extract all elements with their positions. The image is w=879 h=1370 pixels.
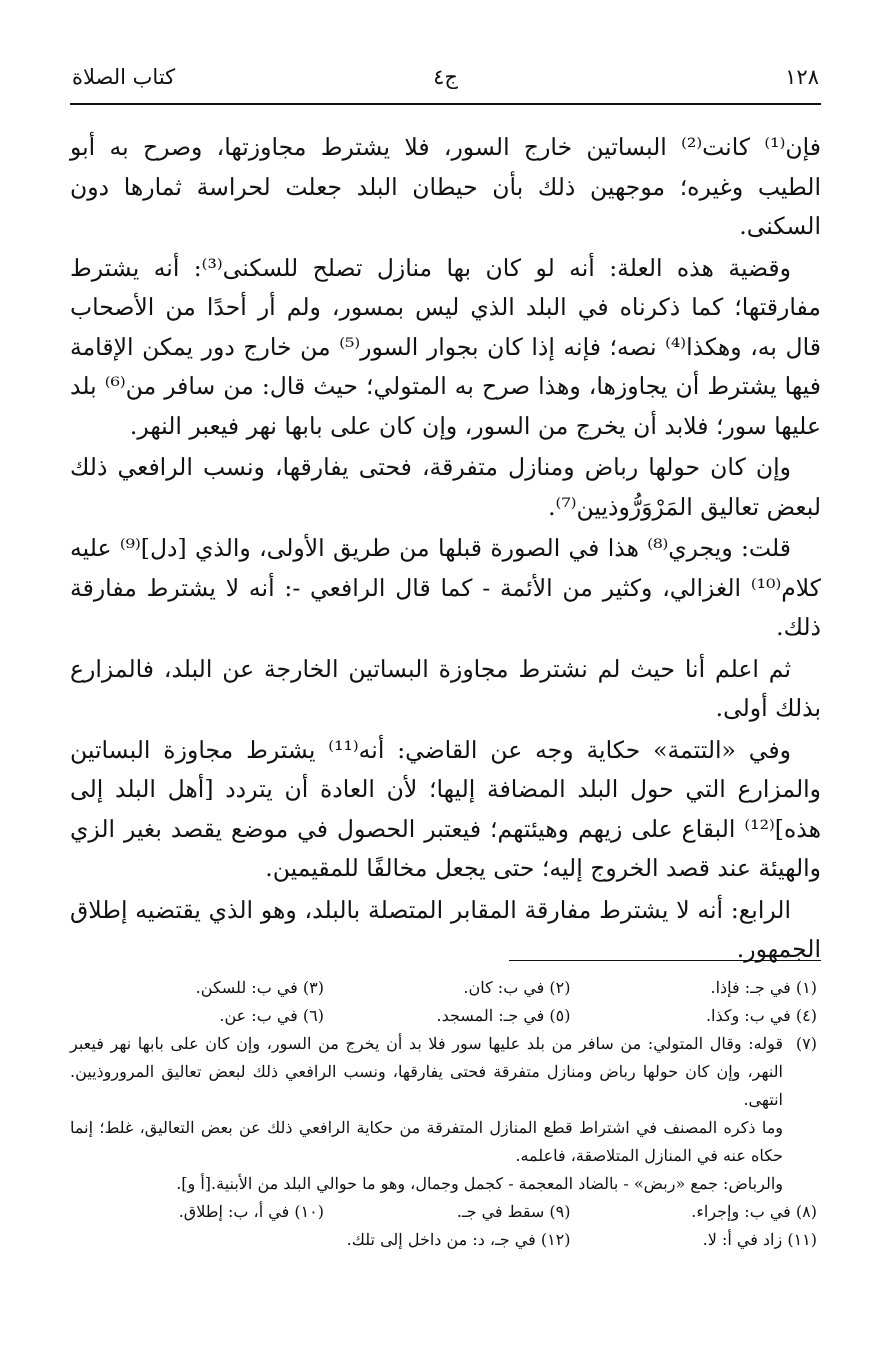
footnote-row [70,974,817,1002]
footnote-number: (٧) [795,1034,817,1053]
footnote: (٩) سقط في جـ. [456,1202,571,1221]
footnote: (١) في جـ: فإذا. [710,978,817,997]
footnote: (٢) في ب: كان. [463,978,571,997]
paragraph: فإن⁽¹⁾ كانت⁽²⁾ البساتين خارج السور، فلا يشترط مجاوزتها، وصرح به أبو الطيب وغيره؛ موجهين ذلك بأن حيطان البلد جعلت لحراسة ثمارها دون السكنى. [70,133,821,240]
footnote-row [70,1002,817,1030]
header-divider [70,103,821,105]
paragraph: ثم اعلم أنا حيث لم نشترط مجاوزة البساتين الخارجة عن البلد، فالمزارع بذلك أولى. [70,654,821,722]
footnote: (١٠) في أ، ب: إطلاق. [178,1202,324,1221]
footnote-row [70,1198,817,1226]
footnote-row [70,1226,817,1254]
footnote-line: وما ذكره المصنف في اشتراط قطع المنازل المتفرقة من حكاية الرافعي ذلك عن بعض التعاليق، غلط؛ إنما حكاه عنه في المنازل المتلاصقة، فاعلمه. [70,1118,783,1165]
footnote-long [70,1030,817,1198]
footnotes [70,974,817,1254]
footnote: (٦) في ب: عن. [219,1006,324,1025]
paragraph: وفي «التتمة» حكاية وجه عن القاضي: أنه⁽¹¹⁾ يشترط مجاوزة البساتين والمزارع التي حول البلد المضافة إليها؛ لأن العادة أن يتردد [أهل البلد إلى هذه]⁽¹²⁾ البقاع على زيهم وهيئتهم؛ فيعتبر الحصول في موضع يقصد بغير الزي والهيئة عند قصد الخروج إليه؛ حتى يجعل مخالفًا للمقيمين. [70,735,821,882]
footnote: (٨) في ب: وإجراء. [691,1202,817,1221]
footnote: (٤) في ب: وكذا. [705,1006,817,1025]
page-header [72,62,819,102]
paragraph: وإن كان حولها رباض ومنازل متفرقة، فحتى يفارقها، ونسب الرافعي ذلك لبعض تعاليق المَرْوَرُّوذيين⁽⁷⁾. [70,453,821,521]
paragraph: قلت: ويجري⁽⁸⁾ هذا في الصورة قبلها من طريق الأولى، والذي [دل]⁽⁹⁾ عليه كلام⁽¹⁰⁾ الغزالي، وكثير من الأئمة - كما قال الرافعي -: أنه لا يشترط مفارقة ذلك. [70,534,821,641]
footnote-divider [509,960,821,961]
main-text [70,128,821,972]
running-title: كتاب الصلاة [72,65,176,89]
page-number: ١٢٨ [785,65,819,89]
footnote-body [70,1030,783,1198]
footnote-line: والرباض: جمع «ربض» - بالضاد المعجمة - كجمل وجمال، وهو ما حوالي البلد من الأبنية.[أ و]. [176,1174,783,1193]
volume-label: ج٤ [433,65,458,89]
footnote: (٥) في جـ: المسجد. [436,1006,571,1025]
footnote: (١١) زاد في أ: لا. [702,1230,817,1249]
paragraph: الرابع: أنه لا يشترط مفارقة المقابر المتصلة بالبلد، وهو الذي يقتضيه إطلاق الجمهور. [70,895,821,963]
paragraph: وقضية هذه العلة: أنه لو كان بها منازل تصلح للسكنى⁽³⁾: أنه يشترط مفارقتها؛ كما ذكرناه في البلد الذي ليس بمسور، ولم أر أحدًا من الأصحاب قال به، وهكذا⁽⁴⁾ نصه؛ فإنه إذا كان بجوار السور⁽⁵⁾ من خارج دور يمكن الإقامة فيها يشترط أن يجاوزها، وهذا صرح به المتولي؛ حيث قال: من سافر من⁽⁶⁾ بلد عليها سور؛ فلابد أن يخرج من السور، وإن كان على بابها نهر فيعبر النهر. [70,253,821,440]
footnote: (١٢) في جـ، د: من داخل إلى تلك. [346,1230,571,1249]
footnote: (٣) في ب: للسكن. [195,978,324,997]
footnote-line: قوله: وقال المتولي: من سافر من بلد عليها سور فلا بد أن يخرج من السور، وإن كان على بابها نهر فيعبر النهر، وإن كان حولها رباض ومنازل متفرقة فحتى يفارقها، ونسب الرافعي ذلك لبعض تعاليق المروروذيين. انتهى. [70,1034,784,1109]
